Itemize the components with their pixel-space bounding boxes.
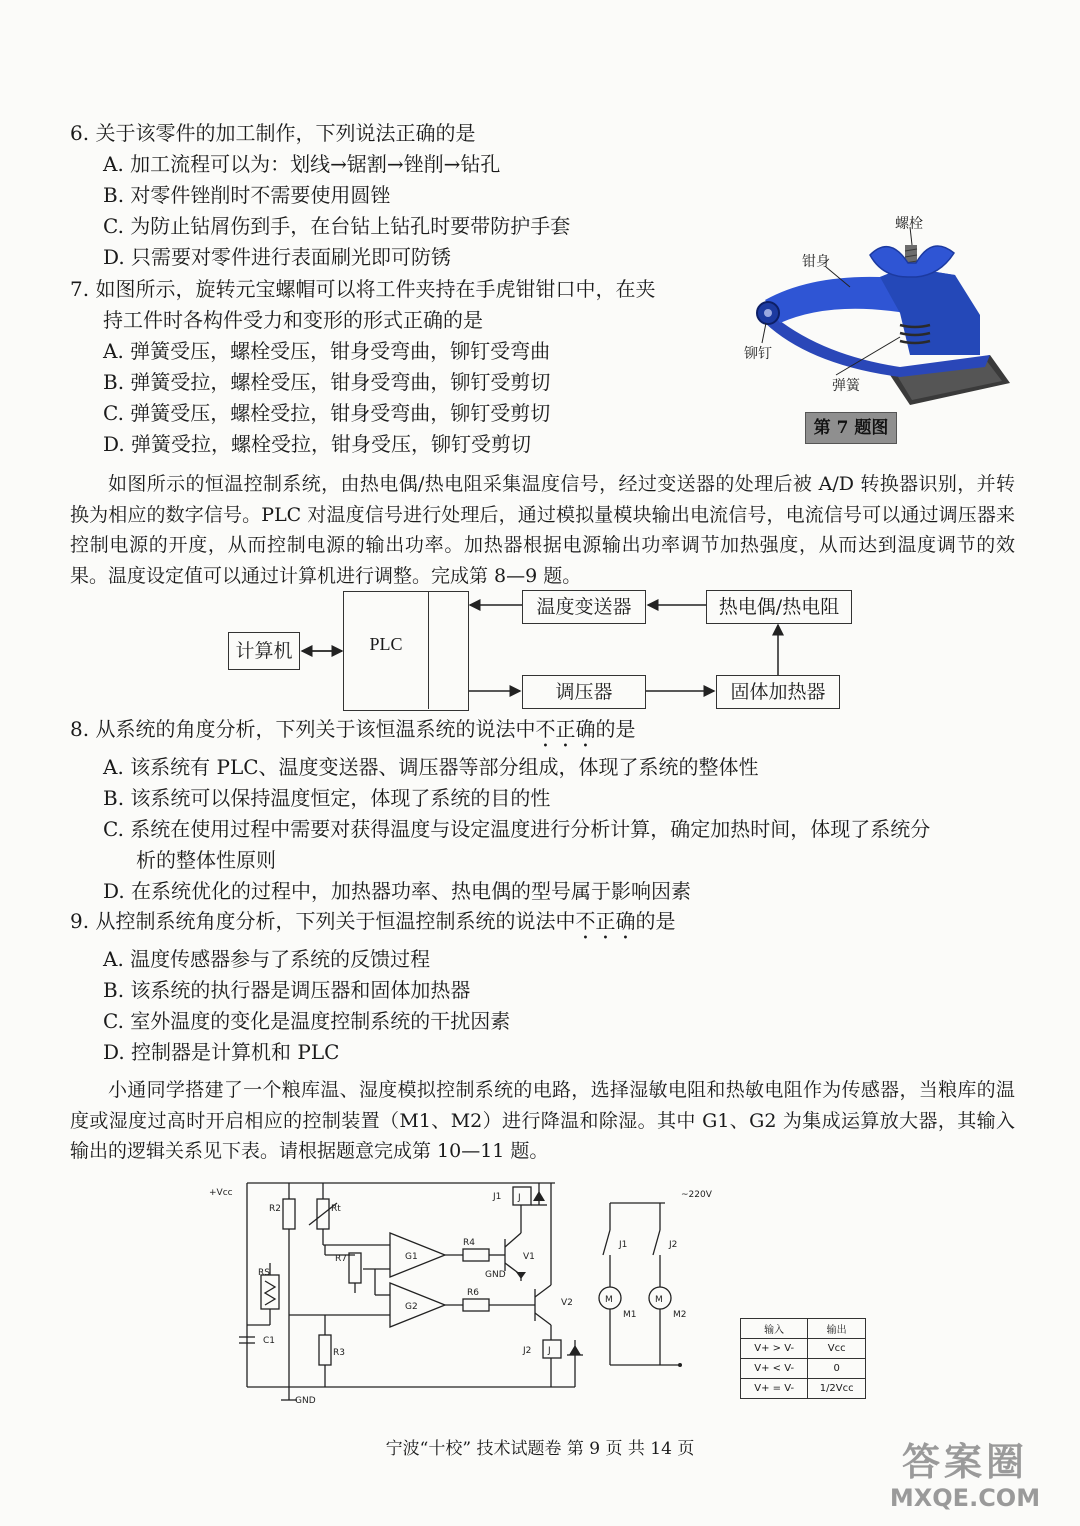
m1-label: M1 bbox=[623, 1310, 637, 1320]
ac-label: ~220V bbox=[681, 1190, 712, 1200]
q7-option-d: D. 弹簧受拉，螺栓受拉，钳身受压，铆钉受剪切 bbox=[103, 432, 532, 456]
v1-label: V1 bbox=[523, 1252, 535, 1262]
j2-coil-label: J bbox=[548, 1346, 551, 1356]
g2-label: G2 bbox=[405, 1302, 418, 1312]
corner-watermark bbox=[860, 1440, 1070, 1512]
q9-stem-pre: 9. 从控制系统角度分析，下列关于恒温控制系统的说法中 bbox=[70, 909, 576, 933]
hand-vise-figure bbox=[740, 205, 1040, 425]
q8-stem bbox=[70, 714, 635, 752]
v2-label: V2 bbox=[561, 1298, 573, 1308]
bolt-label: 螺栓 bbox=[895, 216, 923, 232]
table-header-output: 输出 bbox=[808, 1319, 866, 1339]
r7-label: R7 bbox=[335, 1254, 347, 1264]
computer-block: 计算机 bbox=[228, 632, 300, 670]
table-row bbox=[741, 1379, 866, 1399]
q8-stem-post: 的是 bbox=[595, 717, 636, 741]
q9-option-a: A. 温度传感器参与了系统的反馈过程 bbox=[103, 947, 431, 971]
q7-option-a: A. 弹簧受压，螺栓受压，钳身受弯曲，铆钉受弯曲 bbox=[103, 339, 551, 363]
q8-option-c-continued: 析的整体性原则 bbox=[136, 848, 276, 872]
watermark-main: 答案圈 bbox=[901, 1439, 1028, 1484]
table-row bbox=[741, 1359, 866, 1379]
q7-option-c: C. 弹簧受压，螺栓受拉，钳身受弯曲，铆钉受剪切 bbox=[103, 401, 551, 425]
q7-stem-line1: 7. 如图所示，旋转元宝螺帽可以将工件夹持在手虎钳钳口中，在夹 bbox=[70, 277, 656, 301]
j1-coil-label: J bbox=[518, 1193, 521, 1203]
plc-label: PLC bbox=[369, 634, 403, 654]
plc-divider bbox=[428, 592, 429, 709]
r3-label: R3 bbox=[333, 1348, 345, 1358]
table-cell: V+ > V- bbox=[741, 1339, 808, 1359]
transmitter-block: 温度变送器 bbox=[522, 590, 646, 624]
rs-label: RS bbox=[258, 1268, 270, 1278]
q7-option-b: B. 弹簧受拉，螺栓受压，钳身受弯曲，铆钉受剪切 bbox=[103, 370, 551, 394]
table-cell: Vcc bbox=[808, 1339, 866, 1359]
q8-option-a: A. 该系统有 PLC、温度变送器、调压器等部分组成，体现了系统的整体性 bbox=[103, 755, 759, 779]
q8-stem-pre: 8. 从系统的角度分析，下列关于该恒温系统的说法中 bbox=[70, 717, 536, 741]
r6-label: R6 bbox=[467, 1288, 479, 1298]
q6-option-d: D. 只需要对零件进行表面刷光即可防锈 bbox=[103, 245, 452, 269]
q8-option-c: C. 系统在使用过程中需要对获得温度与设定温度进行分析计算，确定加热时间，体现了系统分 bbox=[103, 817, 931, 841]
table-cell: V+ < V- bbox=[741, 1359, 808, 1379]
page-footer: 宁波“十校” 技术试题卷 第 9 页 共 14 页 bbox=[385, 1439, 695, 1459]
hand-vise-illustration bbox=[740, 205, 1040, 425]
q9-stem bbox=[70, 906, 675, 944]
c1-label: C1 bbox=[263, 1336, 276, 1346]
table-row bbox=[741, 1339, 866, 1359]
vcc-label: +Vcc bbox=[209, 1188, 233, 1198]
j1-relay-label: J1 bbox=[493, 1192, 502, 1202]
q9-option-c: C. 室外温度的变化是温度控制系统的干扰因素 bbox=[103, 1009, 511, 1033]
q9-stem-emphasis: 不正确 bbox=[575, 909, 636, 933]
g1-label: G1 bbox=[405, 1252, 418, 1262]
m2-symbol: M bbox=[655, 1295, 663, 1305]
rt-label: Rt bbox=[331, 1204, 341, 1214]
q6-option-b: B. 对零件锉削时不需要使用圆锉 bbox=[103, 183, 391, 207]
regulator-block: 调压器 bbox=[522, 675, 646, 709]
q6-stem: 6. 关于该零件的加工制作，下列说法正确的是 bbox=[70, 121, 476, 145]
m1-symbol: M bbox=[605, 1295, 613, 1305]
q9-stem-post: 的是 bbox=[635, 909, 676, 933]
heater-block: 固体加热器 bbox=[716, 675, 840, 709]
plc-block bbox=[343, 591, 469, 711]
rivet-label: 铆钉 bbox=[744, 346, 772, 362]
q9-option-b: B. 该系统的执行器是调压器和固体加热器 bbox=[103, 978, 471, 1002]
q6-option-a: A. 加工流程可以为：划线→锯割→锉削→钻孔 bbox=[103, 152, 501, 176]
spring-label: 弹簧 bbox=[832, 378, 860, 394]
r4-label: R4 bbox=[463, 1238, 475, 1248]
q6-option-c: C. 为防止钻屑伤到手，在台钻上钻孔时要带防护手套 bbox=[103, 214, 571, 238]
logic-truth-table bbox=[740, 1318, 866, 1399]
q9-option-d: D. 控制器是计算机和 PLC bbox=[103, 1040, 340, 1064]
gnd-label: GND bbox=[295, 1396, 316, 1406]
table-header-row bbox=[741, 1319, 866, 1339]
q8-option-d: D. 在系统优化的过程中，加热器功率、热电偶的型号属于影响因素 bbox=[103, 879, 692, 903]
q8-stem-emphasis: 不正确 bbox=[535, 717, 596, 741]
body-label: 钳身 bbox=[802, 254, 830, 270]
j1-contact-label: J1 bbox=[619, 1240, 628, 1250]
gnd-v1-label: GND bbox=[485, 1270, 506, 1280]
j2-contact-label: J2 bbox=[669, 1240, 678, 1250]
table-cell: 0 bbox=[808, 1359, 866, 1379]
passage-constant-temperature: 如图所示的恒温控制系统，由热电偶/热电阻采集温度信号，经过变送器的处理后被 A/D 转换器识别，并转换为相应的数字信号。PLC 对温度信号进行处理后，通过模拟量模块输出电流信号，电流信号可以通过调压器来控制电源的开度，从而控制电源的输出功率。加热器根据电源输出功率调节加热强度，从而达到温度调节的效果。温度设定值可以通过计算机进行调整。完成第 8—9 题。 bbox=[70, 473, 1015, 587]
circuit-diagram bbox=[205, 1175, 725, 1410]
q8-option-b: B. 该系统可以保持温度恒定，体现了系统的目的性 bbox=[103, 786, 551, 810]
passage-granary-control: 小通同学搭建了一个粮库温、湿度模拟控制系统的电路，选择湿敏电阻和热敏电阻作为传感器，当粮库的温度或湿度过高时开启相应的控制装置（M1、M2）进行降温和除湿。其中 G1、G2 为集成运算放大器，其输入输出的逻辑关系见下表。请根据题意完成第 10—11 题。 bbox=[70, 1079, 1015, 1162]
j2-relay-label: J2 bbox=[523, 1346, 532, 1356]
thermocouple-block: 热电偶/热电阻 bbox=[706, 590, 852, 624]
table-cell: V+ = V- bbox=[741, 1379, 808, 1399]
r2-label: R2 bbox=[269, 1204, 281, 1214]
table-header-input: 输入 bbox=[741, 1319, 808, 1339]
figure-7-caption: 第 7 题图 bbox=[805, 412, 897, 444]
watermark-url: MXQE.COM bbox=[889, 1484, 1041, 1512]
table-cell: 1/2Vcc bbox=[808, 1379, 866, 1399]
m2-label: M2 bbox=[673, 1310, 687, 1320]
q7-stem-line2: 持工件时各构件受力和变形的形式正确的是 bbox=[103, 308, 483, 332]
